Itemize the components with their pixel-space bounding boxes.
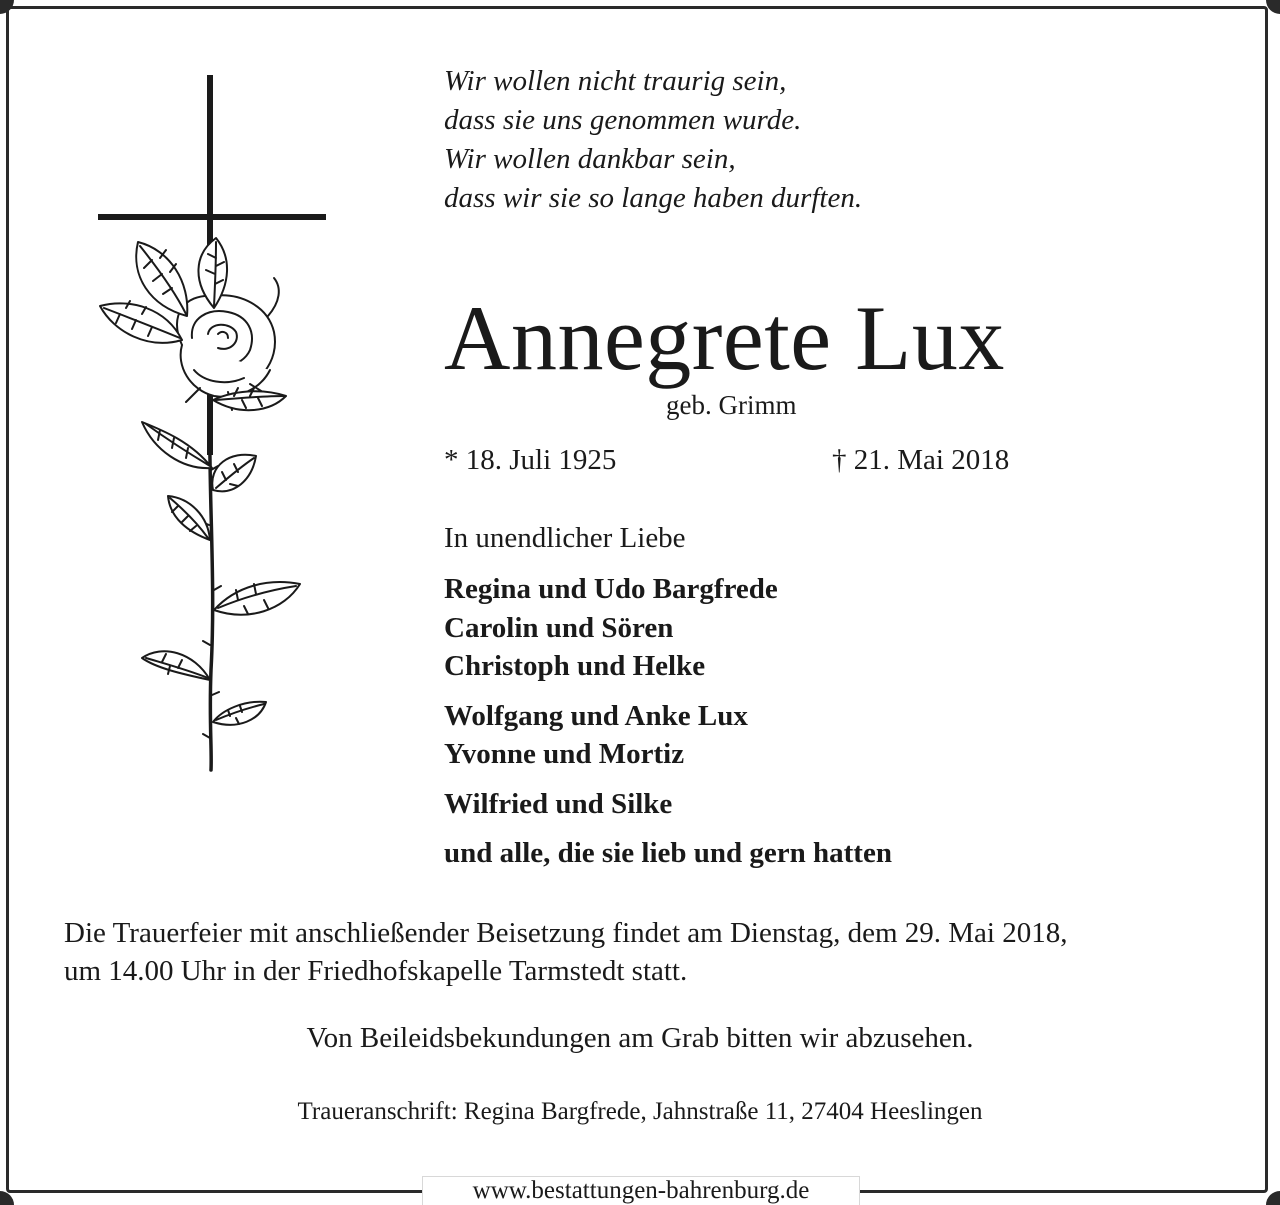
mourner-name: Regina und Udo Bargfrede	[444, 573, 778, 605]
death-date: † 21. Mai 2018	[832, 444, 1010, 476]
poem-line: dass sie uns genommen wurde.	[444, 104, 802, 136]
mourning-address: Traueranschrift: Regina Bargfrede, Jahnstraße 11, 27404 Heeslingen	[297, 1098, 983, 1125]
mourner-group	[444, 570, 892, 686]
maiden-name: geb. Grimm	[666, 390, 797, 420]
mourner-group	[444, 785, 892, 824]
frame-corner-bottom-right	[1266, 1191, 1280, 1205]
birth-date: * 18. Juli 1925	[444, 444, 617, 476]
service-line: Die Trauerfeier mit anschließender Beisetzung findet am Dienstag, dem 29. Mai 2018,	[64, 917, 1068, 949]
poem-line: Wir wollen nicht traurig sein,	[444, 65, 787, 97]
mourners-list	[444, 570, 892, 873]
mourner-name: Wilfried und Silke	[444, 787, 673, 820]
mourner-name: Christoph und Helke	[444, 650, 706, 682]
mourners-intro: In unendlicher Liebe	[444, 522, 686, 554]
cross-with-rose-icon	[90, 70, 340, 780]
funeral-home-url[interactable]: www.bestattungen-bahrenburg.de	[422, 1176, 860, 1205]
frame-corner-bottom-left	[0, 1191, 14, 1205]
mourner-name: Yvonne und Mortiz	[444, 738, 685, 770]
poem-line: Wir wollen dankbar sein,	[444, 143, 736, 175]
deceased-name: Annegrete Lux	[444, 287, 1005, 389]
funeral-service-info	[64, 914, 1067, 990]
condolence-note: Von Beileidsbekundungen am Grab bitten wir abzusehen.	[306, 1022, 974, 1054]
frame-corner-top-right	[1266, 0, 1280, 14]
mourner-name: Carolin und Sören	[444, 611, 674, 644]
mourners-all: und alle, die sie lieb und gern hatten	[444, 837, 892, 869]
poem	[444, 62, 862, 218]
poem-line: dass wir sie so lange haben durften.	[444, 182, 863, 214]
service-line: um 14.00 Uhr in der Friedhofskapelle Tarmstedt statt.	[64, 955, 688, 987]
mourner-group	[444, 697, 892, 774]
mourner-name: Wolfgang und Anke Lux	[444, 699, 748, 732]
